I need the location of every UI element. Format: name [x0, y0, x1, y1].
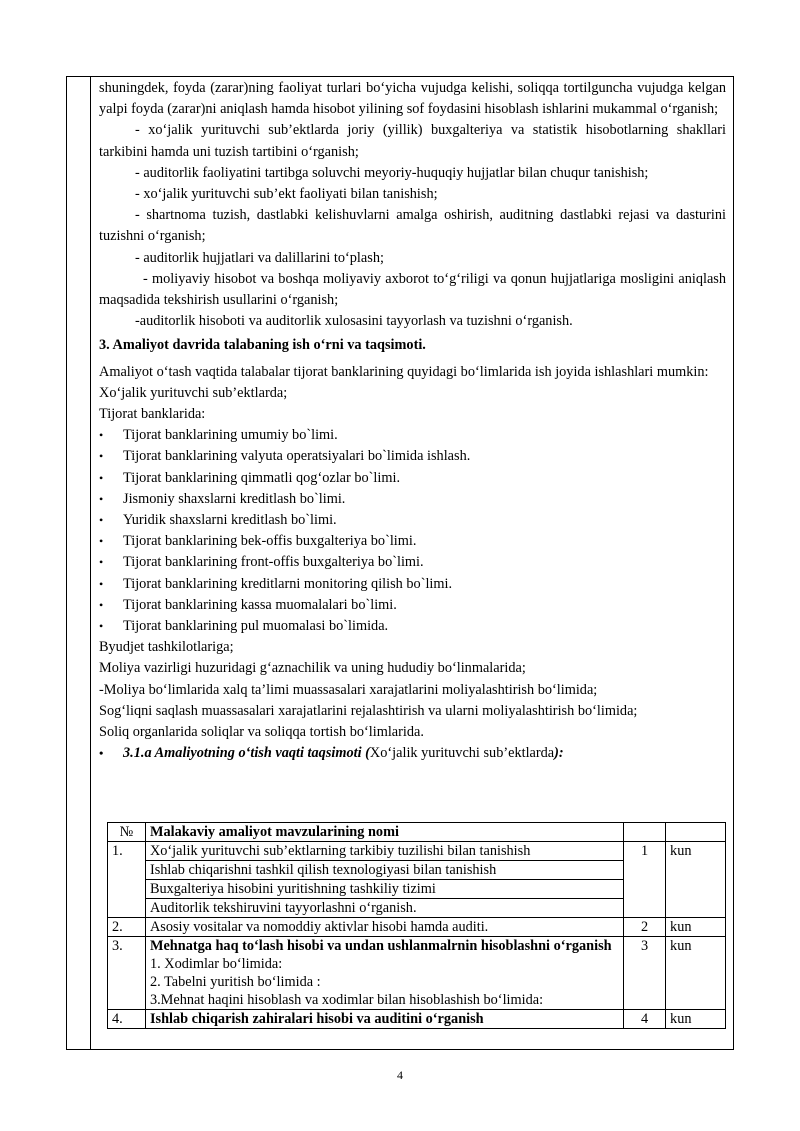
row-topic: Asosiy vositalar va nomoddiy aktivlar hisobi hamda auditi. — [145, 918, 623, 937]
text-line: Soliq organlarida soliqlar va soliqqa tortish bo‘limlarida. — [99, 724, 424, 741]
row-number: 1. — [108, 842, 146, 918]
row-number: 4. — [108, 1010, 146, 1029]
table-row — [108, 1010, 726, 1029]
topic-subitem: 2. Tabelni yuritish bo‘limida : — [149, 974, 321, 990]
bullet-icon: • — [99, 619, 104, 634]
header-topic-name: Malakaviy amaliyot mavzularining nomi — [145, 823, 623, 842]
list-item: • Tijorat banklarining kreditlarni monitoring qilish bo`limi. — [99, 574, 726, 595]
topic-subitem: 1. Xodimlar bo‘limida: — [149, 956, 283, 972]
topic-item: Buxgalteriya hisobini yuritishning tashkiliy tizimi — [146, 880, 623, 899]
row-unit: kun — [666, 1010, 726, 1029]
list-item: • Tijorat banklarining front-offis buxgalteriya bo`limi. — [99, 552, 726, 573]
list-item: • Tijorat banklarining umumiy bo`limi. — [99, 425, 726, 446]
bullet-icon: • — [99, 428, 104, 443]
page-number: 4 — [397, 1068, 403, 1082]
table-header-row — [108, 823, 726, 842]
list-item: • Tijorat banklarining bek-offis buxgalteriya bo`limi. — [99, 531, 726, 552]
topic-subitem: 3.Mehnat haqini hisoblash va xodimlar bilan hisoblashish bo‘limida: — [149, 992, 544, 1008]
row-topics — [145, 842, 623, 918]
topic-item: Ishlab chiqarishni tashkil qilish texnologiyasi bilan tanishish — [146, 861, 623, 880]
paragraph: - xo‘jalik yurituvchi sub’ektlarda joriy (yillik) buxgalteriya va statistik hisobotlarning shakllari tarkibini hamda uni tuzish tartibini o‘rganish; — [99, 122, 726, 160]
paragraph: - xo‘jalik yurituvchi sub’ekt faoliyati bilan tanishish; — [135, 186, 438, 203]
main-content — [99, 78, 726, 765]
bank-list — [99, 425, 726, 637]
list-item: • Tijorat banklarining qimmatli qog‘ozlar bo`limi. — [99, 468, 726, 489]
paragraph: - auditorlik faoliyatini tartibga soluvchi meyoriy-huquqiy hujjatlar bilan chuqur tanishish; — [135, 164, 649, 181]
left-margin-column — [66, 76, 91, 1050]
bullet-icon: • — [99, 555, 104, 570]
text-line: Moliya vazirligi huzuridagi g‘aznachilik va uning hududiy bo‘linmalarida; — [99, 660, 526, 677]
row-days: 1 — [624, 842, 666, 918]
list-item: • Jismoniy shaxslarni kreditlash bo`limi. — [99, 489, 726, 510]
row-days: 2 — [624, 918, 666, 937]
paragraph: - moliyaviy hisobot va boshqa moliyaviy axborot to‘g‘riligi va qonun hujjatlariga mosligini aniqlash maqsadida tekshirish usullarini o‘rganish; — [99, 270, 726, 309]
header-unit — [666, 823, 726, 842]
schedule-table — [107, 822, 726, 1029]
row-days: 4 — [624, 1010, 666, 1029]
topic-title: Mehnatga haq to‘lash hisobi va undan ushlanmalrnin hisoblashni o‘rganish — [149, 938, 612, 954]
bullet-icon: • — [99, 449, 104, 464]
bullet-icon: • — [99, 534, 104, 549]
text-line: Xo‘jalik yurituvchi sub’ektlarda; — [99, 384, 288, 401]
bullet-icon: • — [99, 597, 104, 612]
list-item: • Tijorat banklarining kassa muomalalari bo`limi. — [99, 595, 726, 616]
section-heading: 3. Amaliyot davrida talabaning ish o‘rni va taqsimoti. — [99, 337, 426, 354]
table-row — [108, 937, 726, 1010]
bullet-icon: • — [99, 513, 104, 528]
intro-paragraph: Amaliyot o‘tash vaqtida talabalar tijorat banklarining quyidagi bo‘limlarida ish joyida ishlashlari mumkin: — [99, 363, 709, 380]
row-days: 3 — [624, 937, 666, 1010]
text-line: -Moliya bo‘limlarida xalq ta’limi muassasalari xarajatlarini moliyalashtirish bo‘limida; — [99, 681, 598, 698]
table-row — [108, 842, 726, 918]
subsection-title: • 3.1.a Amaliyotning o‘tish vaqti taqsimoti (Xo‘jalik yurituvchi sub’ektlarda): — [99, 743, 726, 764]
list-item: • Tijorat banklarining valyuta operatsiyalari bo`limida ishlash. — [99, 446, 726, 467]
row-unit: kun — [666, 937, 726, 1010]
paragraph: -auditorlik hisoboti va auditorlik xulosasini tayyorlash va tuzishni o‘rganish. — [135, 313, 573, 330]
header-days — [624, 823, 666, 842]
topic-item: Auditorlik tekshiruvini tayyorlashni o‘rganish. — [149, 900, 417, 916]
text-line: Byudjet tashkilotlariga; — [99, 639, 234, 656]
text-line: Sog‘liqni saqlash muassasalari xarajatlarini rejalashtirish va ularni moliyalashtirish bo‘limida; — [99, 702, 638, 719]
bullet-icon: • — [99, 576, 104, 591]
list-item: • Tijorat banklarining pul muomalasi bo`limida. — [99, 616, 726, 637]
topic-item: Xo‘jalik yurituvchi sub’ektlarning tarkibiy tuzilishi bilan tanishish — [146, 842, 623, 861]
row-unit: kun — [666, 842, 726, 918]
bullet-icon: • — [99, 470, 104, 485]
bullet-icon: • — [99, 491, 104, 506]
list-item: • Yuridik shaxslarni kreditlash bo`limi. — [99, 510, 726, 531]
row-topic: Ishlab chiqarish zahiralari hisobi va auditini o‘rganish — [145, 1010, 623, 1029]
text-line: Tijorat banklarida: — [99, 406, 206, 423]
table-row — [108, 918, 726, 937]
paragraph: - auditorlik hujjatlari va dalillarini to‘plash; — [135, 249, 384, 266]
row-topic — [145, 937, 623, 1010]
paragraph: shuningdek, foyda (zarar)ning faoliyat turlari bo‘yicha vujudga kelishi, soliqqa tortilguncha vujudga kelgan yalpi foyda (zarar)ni aniqlash hamda hisobot yilining sof foydasini hisoblash ishlarini mukammal o‘rganish; — [99, 80, 726, 118]
row-number: 2. — [108, 918, 146, 937]
row-unit: kun — [666, 918, 726, 937]
paragraph: - shartnoma tuzish, dastlabki kelishuvlarni amalga oshirish, auditning dastlabki rejasi va dasturini tuzishni o‘rganish; — [99, 207, 726, 245]
bullet-icon: • — [99, 746, 104, 761]
row-number: 3. — [108, 937, 146, 1010]
header-number: № — [108, 823, 146, 842]
